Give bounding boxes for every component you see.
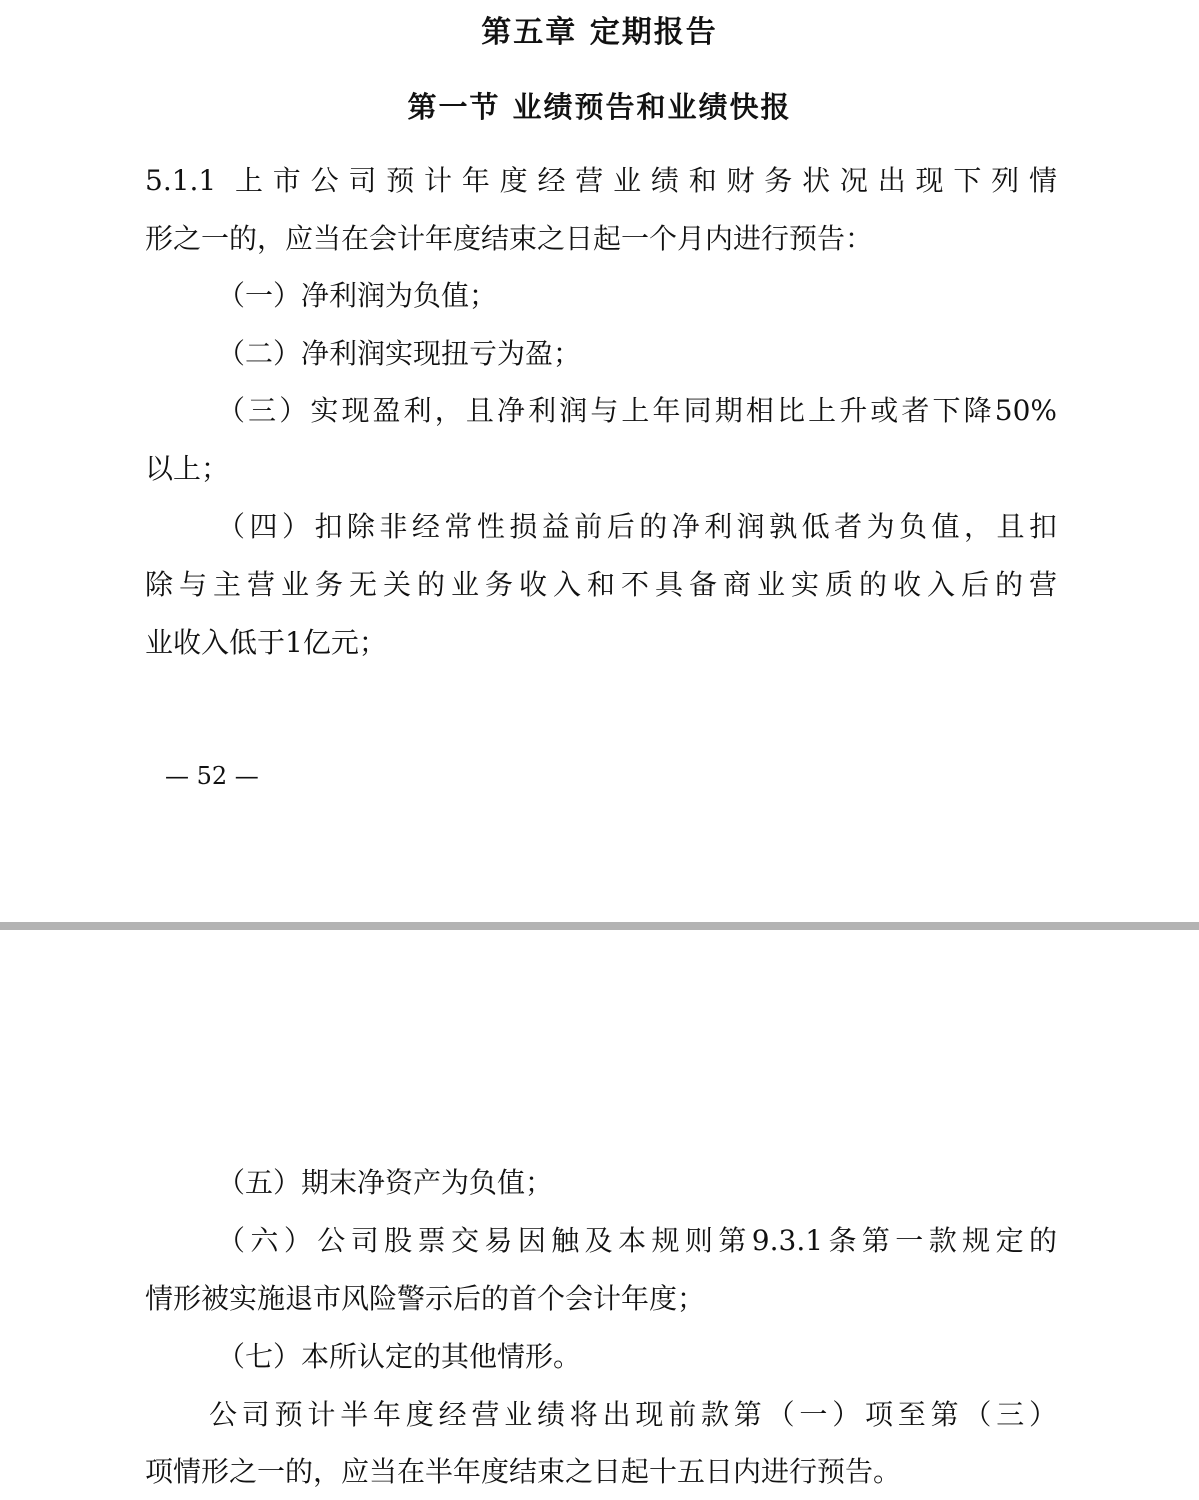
paragraph-half-year-line-1: 公司预计半年度经营业绩将出现前款第（一）项至第（三） <box>209 1398 1057 1431</box>
paragraph-5-1-1-line-1: 5.1.1 上市公司预计年度经营业绩和财务状况出现下列情 <box>145 164 1057 197</box>
paragraph-half-year-line-2: 项情形之一的，应当在半年度结束之日起十五日内进行预告。 <box>145 1455 902 1488</box>
list-item-4-line-1: （四）扣除非经常性损益前后的净利润孰低者为负值，且扣 <box>217 510 1057 543</box>
list-item-4-line-3: 业收入低于1亿元； <box>145 626 387 659</box>
list-item-1: （一）净利润为负值； <box>217 279 498 312</box>
chapter-title: 第五章 定期报告 <box>481 15 718 50</box>
list-item-6-line-1: （六）公司股票交易因触及本规则第9.3.1条第一款规定的 <box>217 1224 1057 1257</box>
list-item-5: （五）期末净资产为负值； <box>217 1166 554 1199</box>
section-title: 第一节 业绩预告和业绩快报 <box>407 90 792 124</box>
list-item-4-line-2: 除与主营业务无关的业务收入和不具备商业实质的收入后的营 <box>145 568 1057 601</box>
document-page-bottom <box>0 930 1199 1500</box>
page-number: — 52 — <box>165 762 259 790</box>
page-divider <box>0 922 1199 930</box>
paragraph-5-1-1-line-2: 形之一的，应当在会计年度结束之日起一个月内进行预告： <box>145 222 874 255</box>
list-item-6-line-2: 情形被实施退市风险警示后的首个会计年度； <box>145 1282 706 1315</box>
list-item-3-line-1: （三）实现盈利，且净利润与上年同期相比上升或者下降50% <box>217 394 1057 427</box>
list-item-7: （七）本所认定的其他情形。 <box>217 1340 582 1373</box>
list-item-3-line-2: 以上； <box>145 452 230 485</box>
list-item-2: （二）净利润实现扭亏为盈； <box>217 337 582 370</box>
